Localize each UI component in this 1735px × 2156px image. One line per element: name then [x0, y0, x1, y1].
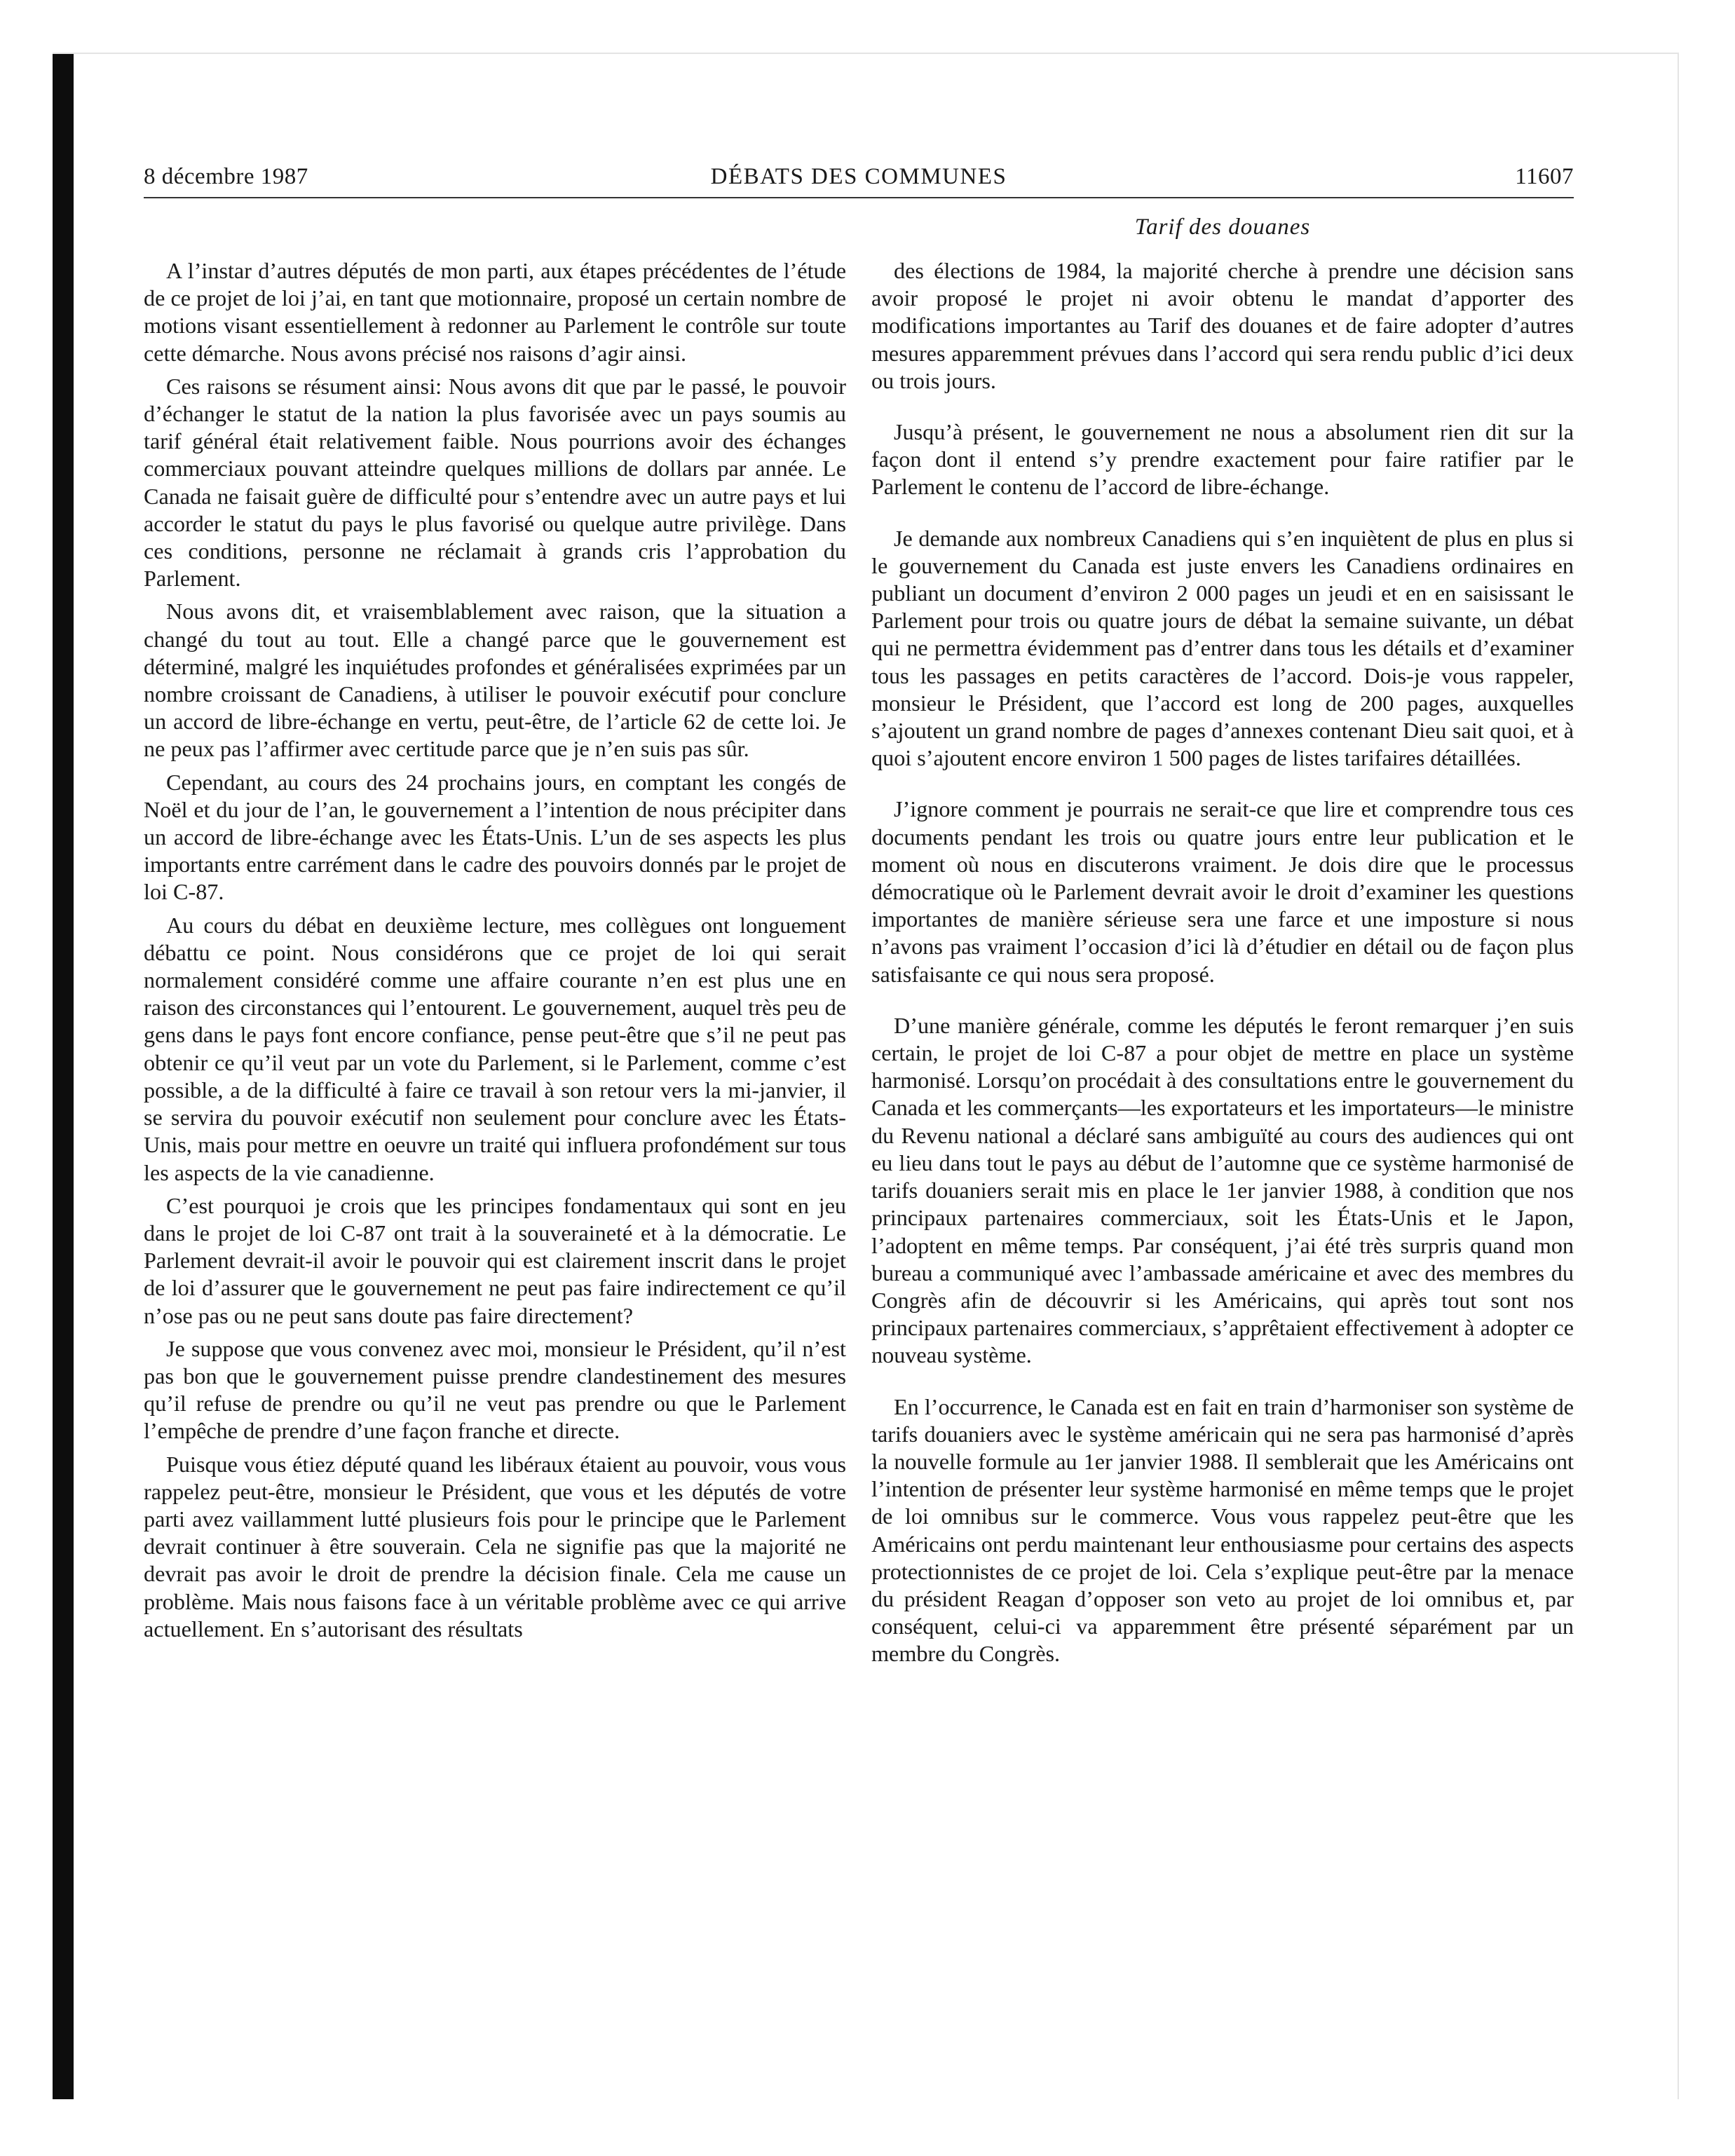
left-column [144, 257, 846, 1643]
paragraph: J’ignore comment je pourrais ne serait-ce que lire et comprendre tous ces documents pendant les trois ou quatre jours entre leur publication et le moment où nous en discuterons vraiment. Je dois dire que le processus démocratique où le Parlement devrait avoir le droit d’examiner les questions importantes de manière sérieuse sera une farce et une imposture si nous n’avons pas vraiment l’occasion d’ici là d’étudier en détail ou de façon plus satisfaisante ce qui nous sera proposé. [871, 796, 1574, 987]
paragraph: Au cours du débat en deuxième lecture, mes collègues ont longuement débattu ce point. Nous considérons que ce projet de loi qui serait normalement considéré comme une affaire courante n’en est plus une en raison des circonstances qui l’entourent. Le gouvernement, auquel très peu de gens dans le pays font encore confiance, pense peut-être que s’il ne peut pas obtenir ce qu’il veut par un vote du Parlement, si le Parlement, comme c’est possible, a de la difficulté à faire ce travail à son retour vers la mi-janvier, il se servira du pouvoir exécutif non seulement pour conclure avec les États-Unis, mais pour mettre en oeuvre un traité qui influera profondément sur tous les aspects de la vie canadienne. [144, 912, 846, 1185]
page-edge-top [53, 53, 1679, 54]
header-date: 8 décembre 1987 [144, 164, 308, 189]
section-title: Tarif des douanes [1134, 214, 1311, 240]
scan-edge-bar [53, 53, 74, 2099]
paragraph: Je demande aux nombreux Canadiens qui s’en inquiètent de plus en plus si le gouvernement du Canada est juste envers les Canadiens ordinaires en publiant un document d’environ 2 000 pages un jeudi et en en saisissant le Parlement pour trois ou quatre jours de débat la semaine suivante, un débat qui ne permettra évidemment pas d’entrer dans tous les détails et d’examiner tous les passages en petits caractères de l’accord. Dois-je vous rappeler, monsieur le Président, que l’accord est long de 200 pages, auxquelles s’ajoutent un grand nombre de pages d’annexes contenant Dieu sait quoi, et à quoi s’ajoutent encore environ 1 500 pages de listes tarifaires détaillées. [871, 525, 1574, 771]
header-journal-title: DÉBATS DES COMMUNES [710, 164, 1007, 189]
running-header [144, 164, 1574, 196]
paragraph: C’est pourquoi je crois que les principes fondamentaux qui sont en jeu dans le projet de loi C-87 ont trait à la souveraineté et à la démocratie. Le Parlement devrait-il avoir le pouvoir qui est clairement inscrit dans le projet de loi d’assurer que le gouvernement ne peut pas faire indirectement ce qu’il n’ose pas ou ne peut sans doute pas faire directement? [144, 1192, 846, 1328]
paragraph: Nous avons dit, et vraisemblablement avec raison, que la situation a changé du tout au tout. Elle a changé parce que le gouvernement est déterminé, malgré les inquiétudes profondes et généralisées exprimées par un nombre croissant de Canadiens, à utiliser le pouvoir exécutif pour conclure un accord de libre-échange en vertu, peut-être, de l’article 62 de cette loi. Je ne peux pas l’affirmer avec certitude parce que je n’en suis pas sûr. [144, 599, 846, 762]
paragraph: A l’instar d’autres députés de mon parti, aux étapes précédentes de l’étude de ce projet de loi j’ai, en tant que motionnaire, proposé un certain nombre de motions visant essentiellement à redonner au Parlement le contrôle sur toute cette démarche. Nous avons précisé nos raisons d’agir ainsi. [144, 258, 846, 366]
paragraph: Cependant, au cours des 24 prochains jours, en comptant les congés de Noël et du jour de l’an, le gouvernement a l’intention de nous précipiter dans un accord de libre-échange avec les États-Unis. L’un de ses aspects les plus importants entre carrément dans le cadre des pouvoirs donnés par le projet de loi C-87. [144, 769, 846, 905]
paragraph: des élections de 1984, la majorité cherche à prendre une décision sans avoir proposé le projet ni avoir obtenu le mandat d’apporter des modifications importantes au Tarif des douanes et de faire adopter d’autres mesures apparemment prévues dans l’accord qui sera rendu public d’ici deux ou trois jours. [871, 258, 1574, 393]
paragraph: Ces raisons se résument ainsi: Nous avons dit que par le passé, le pouvoir d’échanger le statut de la nation la plus favorisée avec un pays soumis au tarif général était relativement faible. Nous pourrions avoir des échanges commerciaux pouvant atteindre quelques millions de dollars par année. Le Canada ne faisait guère de difficulté pour s’entendre avec un autre pays et lui accorder le statut du pays le plus favorisé ou quelque autre privilège. Dans ces conditions, personne ne réclamait à grands cris l’approbation du Parlement. [144, 373, 846, 592]
paragraph: Puisque vous étiez député quand les libéraux étaient au pouvoir, vous vous rappelez peut-être, monsieur le Président, que vous et les députés de votre parti avez vaillamment lutté plusieurs fois pour le principe que le Parlement devrait continuer à être souverain. Cela ne signifie pas que la majorité ne devrait pas avoir le droit de prendre la décision finale. Cela me cause un problème. Mais nous faisons face à un véritable problème avec ce qui arrive actuellement. En s’autorisant des résultats [144, 1451, 846, 1642]
paragraph: En l’occurrence, le Canada est en fait en train d’harmoniser son système de tarifs douaniers avec le système américain qui ne sera pas harmonisé d’après la nouvelle formule au 1er janvier 1988. Il semblerait que les Américains ont l’intention de présenter leur système harmonisé en même temps que le projet de loi omnibus sur le commerce. Vous vous rappelez peut-être que les Américains ont perdu maintenant leur enthousiasme pour certains des aspects protectionnistes de ce projet de loi. Cela s’explique peut-être par la menace du président Reagan d’opposer son veto au projet de loi omnibus et, par conséquent, celui-ci va apparemment être présenté séparément par un membre du Congrès. [871, 1393, 1574, 1667]
paragraph: D’une manière générale, comme les députés le feront remarquer j’en suis certain, le projet de loi C-87 a pour objet de mettre en place un système harmonisé. Lorsqu’on procédait à des consultations entre le gouvernement du Canada et les commerçants—les exportateurs et les importateurs—le ministre du Revenu national a déclaré sans ambiguïté au cours des audiences qui ont eu lieu dans tout le pays au début de l’automne que ce système harmonisé de tarifs douaniers serait mis en place le 1er janvier 1988, à condition que nos principaux partenaires commerciaux, soit les États-Unis et le Japon, l’adoptent en même temps. Par conséquent, j’ai été très surpris quand mon bureau a communiqué avec l’ambassade américaine et avec des membres du Congrès afin de découvrir si les Américains, qui après tout sont nos principaux partenaires commerciaux, s’apprêtaient effectivement à adopter ce nouveau système. [871, 1012, 1574, 1368]
header-page-number: 11607 [1515, 164, 1574, 189]
paragraph: Jusqu’à présent, le gouvernement ne nous a absolument rien dit sur la façon dont il entend s’y prendre exactement pour faire ratifier par le Parlement le contenu de l’accord de libre-échange. [871, 419, 1574, 500]
paragraph: Je suppose que vous convenez avec moi, monsieur le Président, qu’il n’est pas bon que le gouvernement puisse prendre clandestinement des mesures qu’il refuse de prendre ou qu’il ne veut pas prendre ou que le Parlement l’empêche de prendre d’une façon franche et directe. [144, 1335, 846, 1444]
header-rule [144, 197, 1574, 198]
page-edge-right [1678, 53, 1679, 2099]
right-column [871, 257, 1574, 1668]
